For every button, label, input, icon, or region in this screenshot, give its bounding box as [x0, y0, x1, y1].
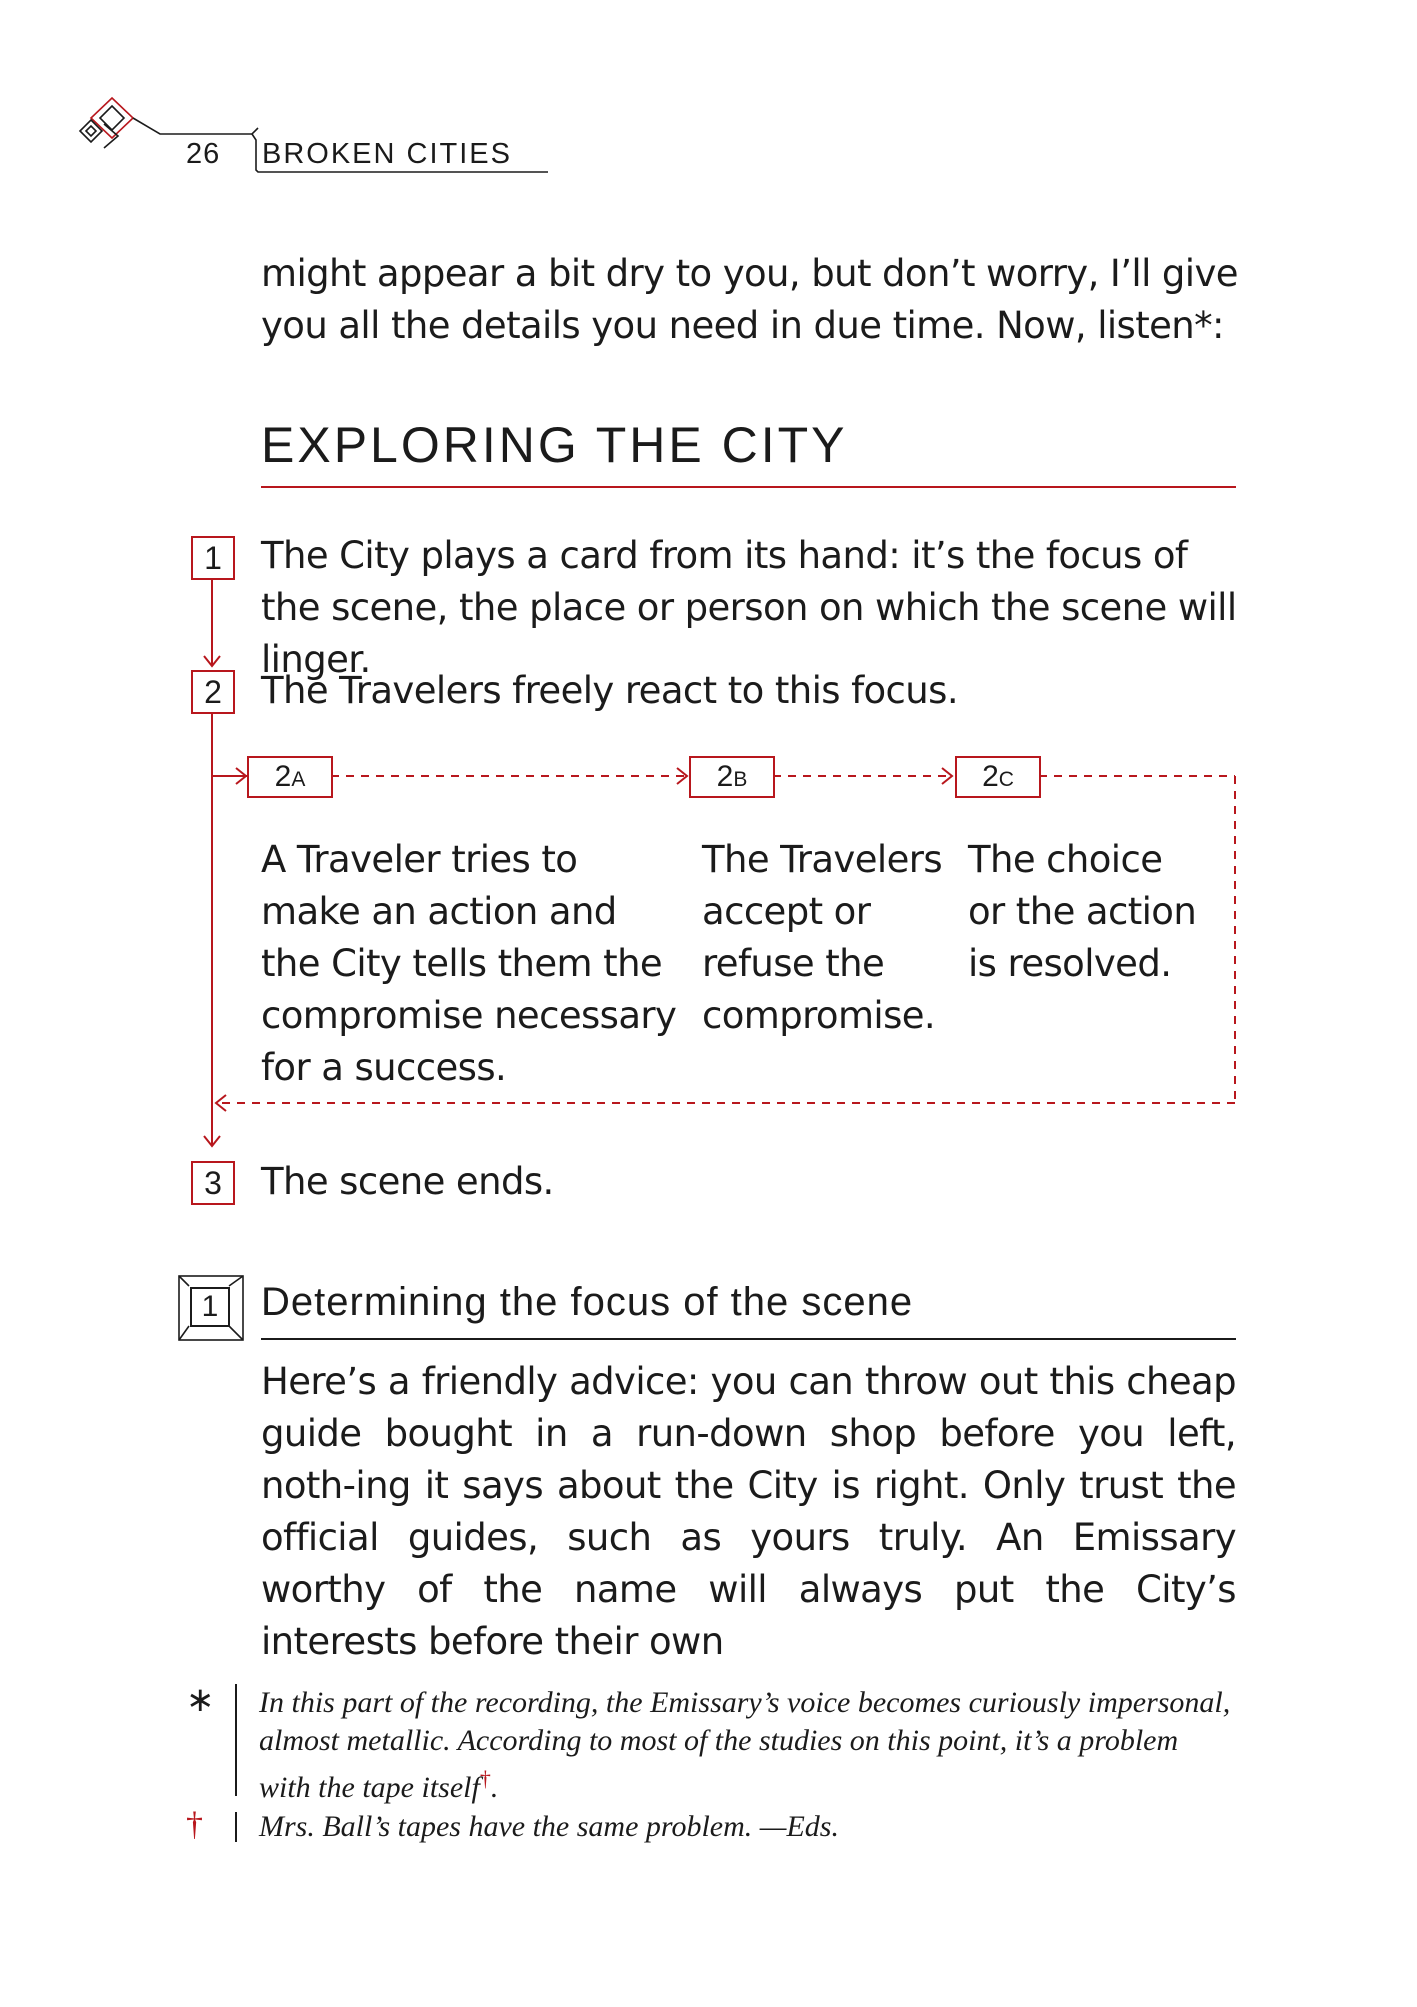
step-1-box: 1 [191, 536, 235, 580]
substep-2c-letter: C [998, 768, 1014, 791]
substep-2c-text [968, 834, 1228, 990]
substep-2a-box [247, 756, 333, 798]
substep-2b-line: The Travelers [702, 838, 943, 881]
step-3-box: 3 [191, 1161, 235, 1205]
substep-2a-letter: A [291, 768, 306, 791]
substep-2b-line: compromise. [702, 994, 936, 1037]
substep-2b-line: refuse the [702, 942, 885, 985]
subsection-paragraph: Here’s a friendly advice: you can throw out this cheap guide bought in a run-down shop before you left, noth-ing it says about the City is right. Only trust the official guides, such as yours truly. An Emissary worthy of the name will always put the City’s interests before their own [261, 1360, 1236, 1663]
subsection-number-box: 1 [190, 1287, 230, 1327]
substep-2a-text [261, 834, 681, 1094]
substep-2c-line: is resolved. [968, 942, 1172, 985]
step-3-text: The scene ends. [261, 1160, 554, 1203]
substep-2b-line: accept or [702, 890, 871, 933]
subsection-title: Determining the focus of the scene [261, 1280, 914, 1324]
footnote-star [259, 1684, 1235, 1807]
substep-2c-num: 2 [982, 760, 999, 793]
footnote-star-mark: ∗ [186, 1682, 215, 1719]
substep-2a-line: A Traveler tries to [261, 838, 578, 881]
substep-2b-num: 2 [716, 760, 734, 793]
page-number: 26 [186, 138, 221, 170]
footnote-dagger-mark: † [186, 1806, 203, 1843]
step-1-text: The City plays a card from its hand: it’s the focus of the scene, the place or person on which the scene will linger. [261, 534, 1237, 681]
substep-2b-letter: B [733, 768, 748, 791]
substep-2a-num: 2 [274, 760, 292, 793]
substep-2b-text [702, 834, 962, 1042]
substep-2a-line: compromise necessary [261, 994, 677, 1037]
substep-2a-line: for a success. [261, 1046, 507, 1089]
step-2-text: The Travelers freely react to this focus. [261, 669, 958, 712]
book-title: BROKEN CITIES [262, 138, 512, 170]
substep-2b-box [689, 756, 775, 798]
footnote-star-text: In this part of the recording, the Emissary’s voice becomes curiously impersonal, almost metallic. According to most of the studies on this point, it’s a problem with the tape itself [259, 1686, 1231, 1804]
substep-2a-line: the City tells them the [261, 942, 663, 985]
substep-2c-box [955, 756, 1041, 798]
substep-2c-line: or the action [968, 890, 1197, 933]
section-title: EXPLORING THE CITY [261, 417, 848, 473]
footnote-dagger-ref: † [479, 1766, 491, 1791]
step-2-box: 2 [191, 670, 235, 714]
substep-2c-line: The choice [968, 838, 1163, 881]
intro-paragraph: might appear a bit dry to you, but don’t worry, I’ll give you all the details you need in due time. Now, listen*: [261, 252, 1238, 347]
footnote-star-end: . [490, 1771, 499, 1804]
substep-2a-line: make an action and [261, 890, 617, 933]
footnote-dagger-text: Mrs. Ball’s tapes have the same problem. —Eds. [259, 1810, 839, 1843]
